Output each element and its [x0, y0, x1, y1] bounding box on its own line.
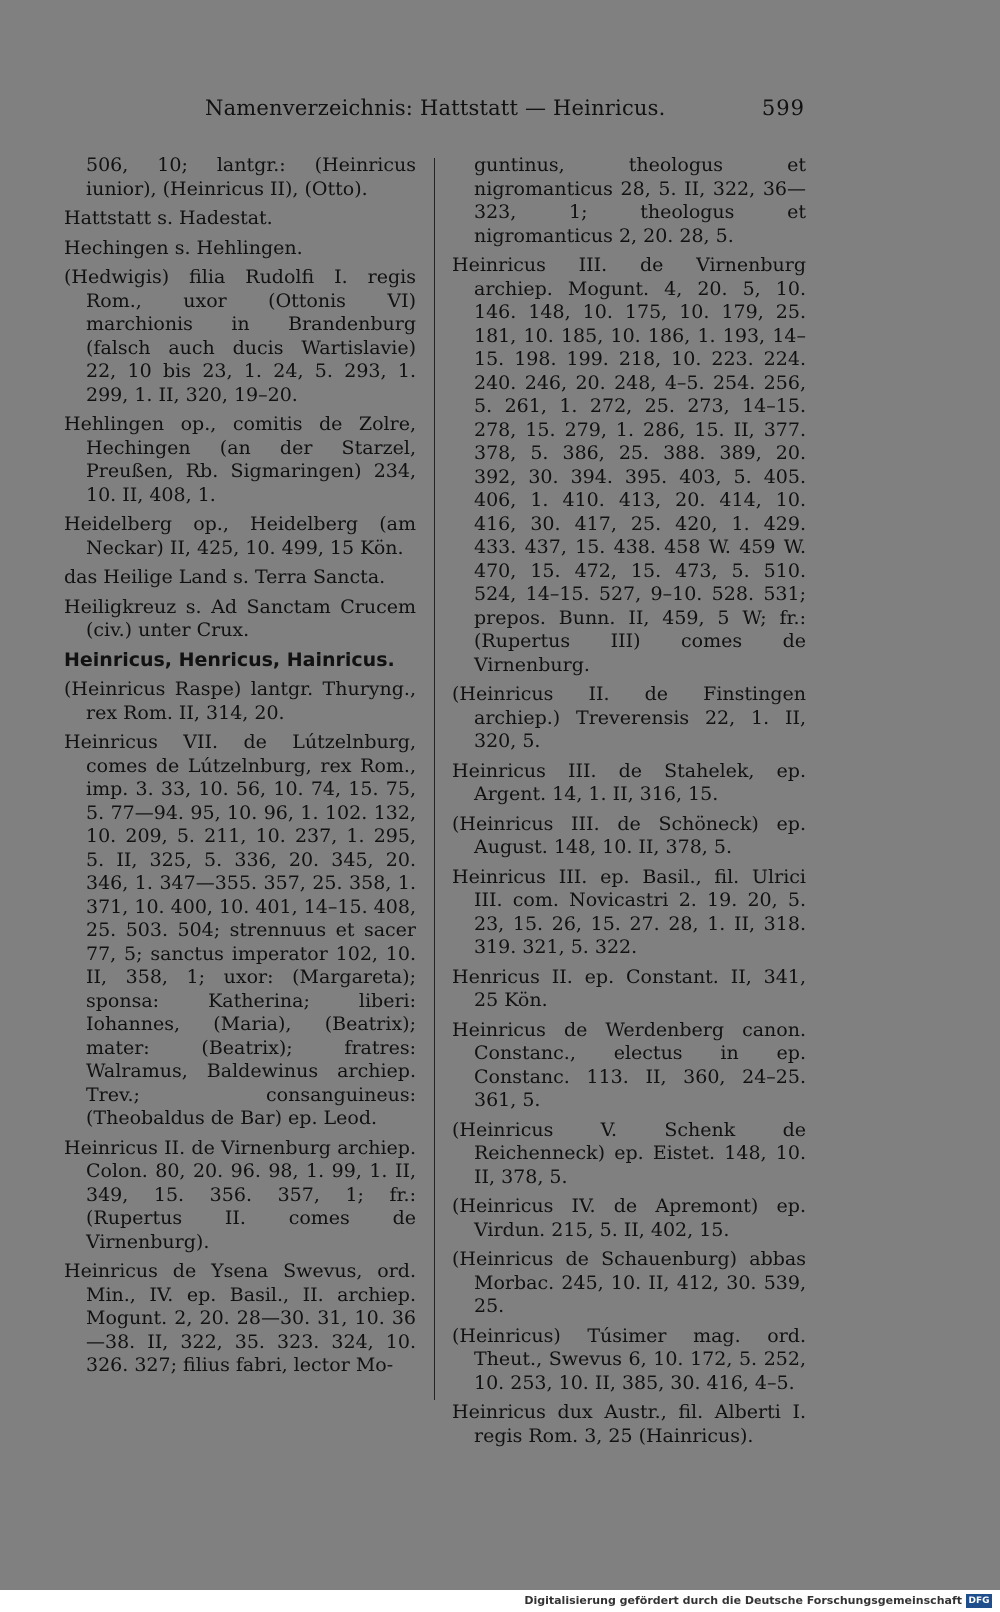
dfg-logo: DFG	[966, 1594, 992, 1608]
footer-bar	[0, 1590, 1000, 1612]
index-entry: (Heinricus Raspe) lantgr. Thuryng., rex Rom. II, 314, 20.	[64, 678, 416, 724]
index-entry: Heinricus dux Austr., fil. Alberti I. regis Rom. 3, 25 (Hainricus).	[452, 1401, 806, 1447]
index-entry: Heinricus III. ep. Basil., fil. Ulrici III. com. Novicastri 2. 19. 20, 5. 23, 15. 26, 15. 27. 28, 1. II, 318. 319. 321, 5. 322.	[452, 865, 806, 958]
index-entry: Heinricus II. de Virnenburg archiep. Colon. 80, 20. 96. 98, 1. 99, 1. II, 349, 15. 356. 357, 1; fr.: (Rupertus II. comes de Virnenburg).	[64, 1136, 416, 1253]
index-entry: guntinus, theologus et nigromanticus 28, 5. II, 322, 36—323, 1; theologus et nigromanticus 2, 20. 28, 5.	[474, 154, 806, 247]
index-entry: Hattstatt s. Hadestat.	[64, 207, 273, 229]
index-entry: (Hedwigis) filia Rudolfi I. regis Rom., uxor (Ottonis VI) marchionis in Brandenburg (falsch auch ducis Wartislavie) 22, 10 bis 23, 1. 24, 5. 293, 1. 299, 1. II, 320, 19–20.	[64, 266, 416, 406]
column-divider	[434, 158, 435, 1400]
running-header	[60, 96, 805, 126]
header-title: Namenverzeichnis: Hattstatt — Heinricus.	[205, 96, 666, 120]
right-column	[452, 154, 806, 1454]
index-entry: 506, 10; lantgr.: (Heinricus iunior), (Heinricus II), (Otto).	[86, 154, 416, 200]
index-entry: (Heinricus III. de Schöneck) ep. August. 148, 10. II, 378, 5.	[452, 812, 806, 858]
left-column	[64, 154, 416, 1384]
index-entry: das Heilige Land s. Terra Sancta.	[64, 566, 386, 588]
index-entry: Heidelberg op., Heidelberg (am Neckar) II, 425, 10. 499, 15 Kön.	[64, 513, 416, 559]
index-entry: (Heinricus de Schauenburg) abbas Morbac. 245, 10. II, 412, 30. 539, 25.	[452, 1248, 806, 1317]
index-heading: Heinricus, Henricus, Hainricus.	[64, 648, 395, 671]
footer-credit: Digitalisierung gefördert durch die Deutsche Forschungsgemeinschaft	[524, 1594, 962, 1607]
index-entry: Hehlingen op., comitis de Zolre, Hechingen (an der Starzel, Preußen, Rb. Sigmaringen) 234, 10. II, 408, 1.	[64, 413, 416, 506]
index-entry: (Heinricus II. de Finstingen archiep.) Treverensis 22, 1. II, 320, 5.	[452, 683, 806, 752]
index-entry: Heiligkreuz s. Ad Sanctam Crucem (civ.) unter Crux.	[64, 595, 416, 641]
index-entry: Heinricus de Werdenberg canon. Constanc., electus in ep. Constanc. 113. II, 360, 24–25. 361, 5.	[452, 1018, 806, 1111]
index-entry: Hechingen s. Hehlingen.	[64, 236, 303, 259]
index-entry: Heinricus de Ysena Swevus, ord. Min., IV. ep. Basil., II. archiep. Mogunt. 2, 20. 28—30. 31, 10. 36—38. II, 322, 35. 323. 324, 10. 326. 327; filius fabri, lector Mo-	[64, 1260, 416, 1376]
index-entry: Henricus II. ep. Constant. II, 341, 25 Kön.	[452, 965, 806, 1011]
index-entry: (Heinricus V. Schenk de Reichenneck) ep. Eistet. 148, 10. II, 378, 5.	[452, 1118, 806, 1188]
index-entry: Heinricus III. de Stahelek, ep. Argent. 14, 1. II, 316, 15.	[452, 759, 806, 805]
page-number: 599	[761, 96, 805, 120]
index-entry: (Heinricus) Túsimer mag. ord. Theut., Swevus 6, 10. 172, 5. 252, 10. 253, 10. II, 385, 30. 416, 4–5.	[452, 1324, 806, 1394]
index-entry: Heinricus VII. de Lútzelnburg, comes de Lútzelnburg, rex Rom., imp. 3. 33, 10. 56, 10. 74, 15. 75, 5. 77—94. 95, 10. 96, 1. 102. 132, 10. 209, 5. 211, 10. 237, 1. 295, 5. II, 325, 5. 336, 20. 345, 20. 346, 1. 347—355. 357, 25. 358, 1. 371, 10. 400, 10. 401, 14–15. 408, 25. 503. 504; strennuus et sacer 77, 5; sanctus imperator 102, 10. II, 358, 1; uxor: (Margareta); sponsa: Katherina; liberi: Iohannes, (Maria), (Beatrix); mater: (Beatrix); fratres: Walramus, Baldewinus archiep. Trev.; consanguineus: (Theobaldus de Bar) ep. Leod.	[64, 731, 416, 1129]
index-entry: (Heinricus IV. de Apremont) ep. Virdun. 215, 5. II, 402, 15.	[452, 1195, 806, 1241]
index-entry: Heinricus III. de Virnenburg archiep. Mogunt. 4, 20. 5, 10. 146. 148, 10. 175, 10. 179, 25. 181, 10. 185, 10. 186, 1. 193, 14–15. 198. 199. 218, 10. 223. 224. 240. 246, 20. 248, 4–5. 254. 256, 5. 261, 1. 272, 25. 273, 14–15. 278, 15. 279, 1. 286, 15. II, 377. 378, 5. 386, 25. 388. 389, 20. 392, 30. 394. 395. 403, 5. 405. 406, 1. 410. 413, 20. 414, 10. 416, 30. 417, 25. 420, 1. 429. 433. 437, 15. 438. 458 W. 459 W. 470, 15. 472, 15. 473, 5. 510. 524, 14–15. 527, 9–10. 528. 531; prepos. Bunn. II, 459, 5 W; fr.: (Rupertus III) comes de Virnenburg.	[452, 254, 806, 676]
